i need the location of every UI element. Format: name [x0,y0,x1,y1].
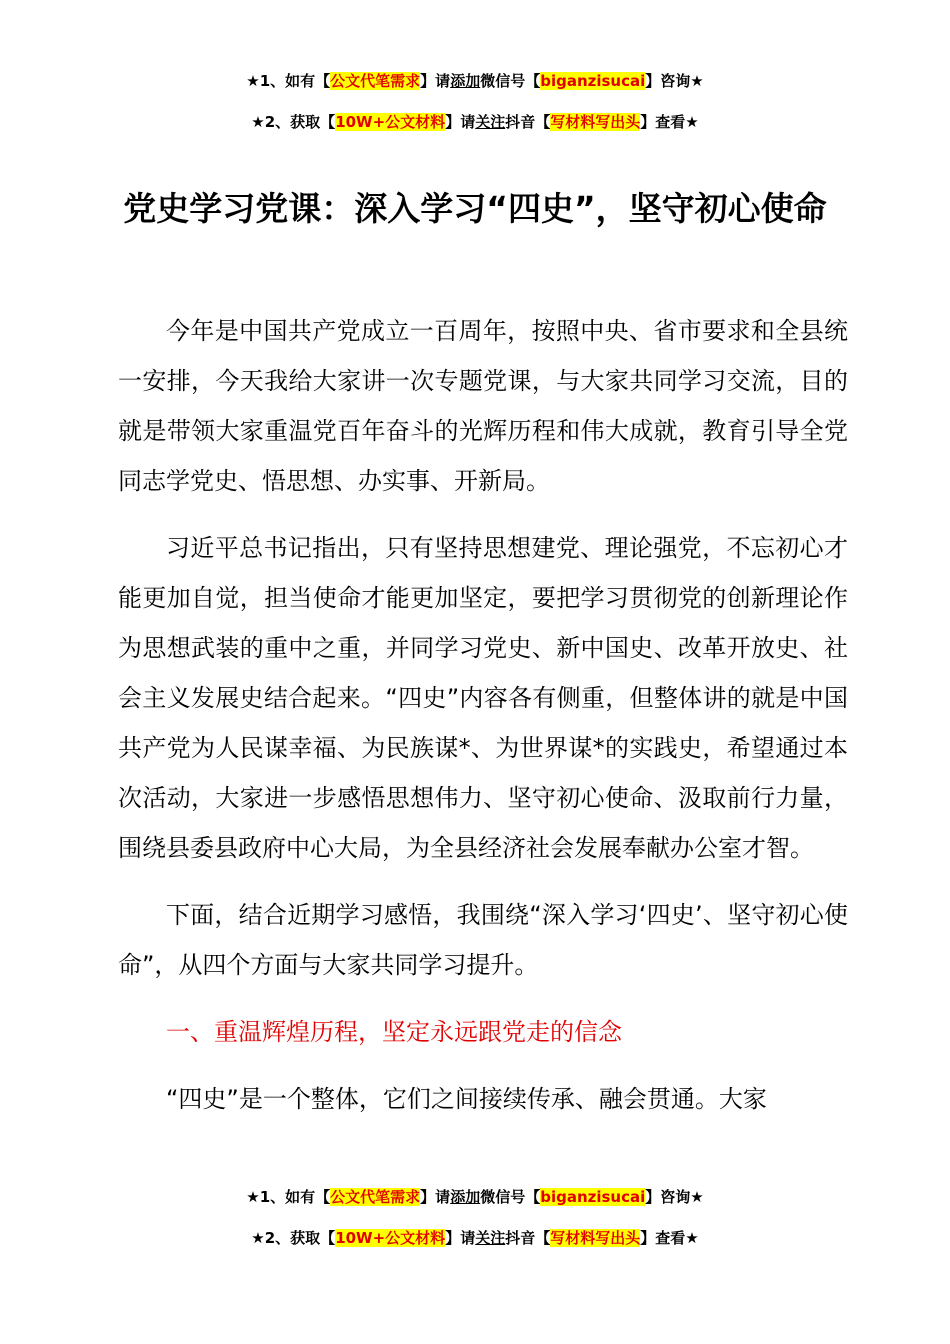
promo-text: 】查看★ [640,113,699,131]
promo-highlight: 写材料写出头 [550,113,641,131]
promo-text: ★1、如有【 [246,1188,331,1206]
promo-line-1 [0,70,950,92]
promo-text: 】咨询★ [645,1188,704,1206]
promo-line-1-footer [0,1186,950,1208]
promo-text: 】咨询★ [645,72,704,90]
paragraph: 今年是中国共产党成立一百周年，按照中央、省市要求和全县统一安排，今天我给大家讲一次专题党课，与大家共同学习交流，目的就是带领大家重温党百年奋斗的光辉历程和伟大成就，教育引导全党同志学党史、悟思想、办实事、开新局。 [118,317,848,495]
promo-underline: 添加 [450,1188,481,1206]
promo-underline: 关注 [475,113,506,131]
promo-text: 】请 [420,72,451,90]
paragraph: “四史”是一个整体，它们之间接续传承、融会贯通。大家 [166,1085,767,1113]
section-heading: 一、重温辉煌历程，坚定永远跟党走的信念 [166,1018,622,1046]
promo-text: 抖音【 [505,113,551,131]
promo-text: ★1、如有【 [246,72,331,90]
promo-highlight: 公文代笔需求 [330,1188,421,1206]
promo-line-2 [0,111,950,133]
promo-line-2-footer [0,1227,950,1249]
document-body [118,306,848,1141]
promo-highlight: biganzisucai [540,72,646,90]
document-title: 党史学习党课：深入学习“四史”，坚守初心使命 [123,189,827,228]
promo-underline: 关注 [475,1229,506,1247]
paragraph: 下面，结合近期学习感悟，我围绕“深入学习‘四史’、坚守初心使命”，从四个方面与大家共同学习提升。 [118,901,848,979]
promo-text: 】请 [445,1229,476,1247]
promo-text: ★2、获取【 [251,1229,336,1247]
promo-highlight: biganzisucai [540,1188,646,1206]
promo-text: 微信号【 [480,1188,541,1206]
promo-text: 】请 [420,1188,451,1206]
promo-highlight: 写材料写出头 [550,1229,641,1247]
promo-highlight: 公文代笔需求 [330,72,421,90]
promo-text: 】查看★ [640,1229,699,1247]
promo-highlight: 10W+公文材料 [335,113,446,131]
paragraph: 习近平总书记指出，只有坚持思想建党、理论强党，不忘初心才能更加自觉，担当使命才能更加坚定，要把学习贯彻党的创新理论作为思想武装的重中之重，并同学习党史、新中国史、改革开放史、社会主义发展史结合起来。“四史”内容各有侧重，但整体讲的就是中国共产党为人民谋幸福、为民族谋*、为世界谋*的实践史，希望通过本次活动，大家进一步感悟思想伟力、坚守初心使命、汲取前行力量，围绕县委县政府中心大局，为全县经济社会发展奉献办公室才智。 [118,534,848,862]
promo-text: 抖音【 [505,1229,551,1247]
promo-text: 】请 [445,113,476,131]
promo-text: 微信号【 [480,72,541,90]
promo-text: ★2、获取【 [251,113,336,131]
promo-underline: 添加 [450,72,481,90]
promo-highlight: 10W+公文材料 [335,1229,446,1247]
